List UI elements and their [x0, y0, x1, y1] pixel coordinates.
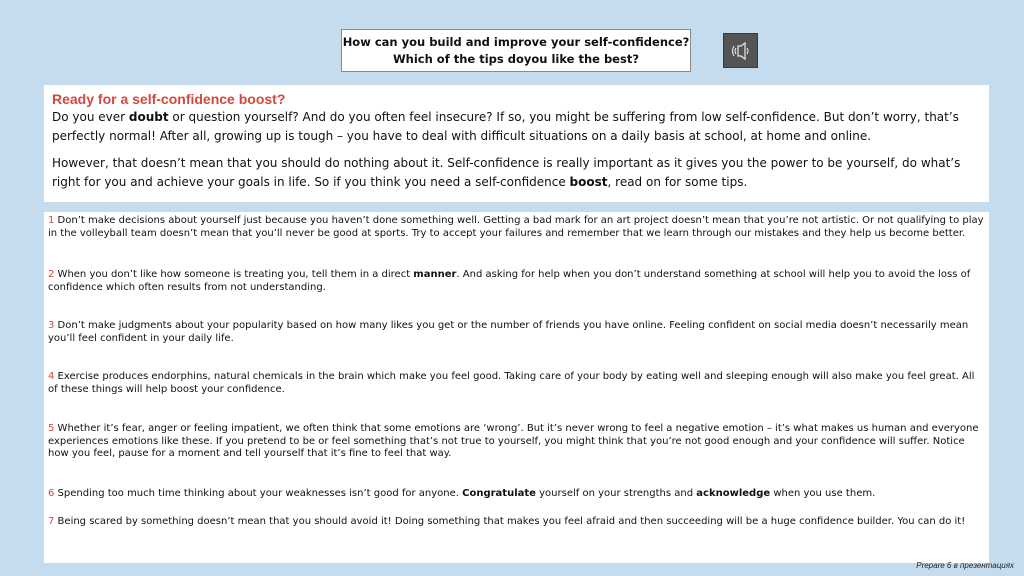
tip-item: 6 Spending too much time thinking about your weaknesses isn’t good for anyone. Congratulate yourself on your strengths and acknowledge when you use them.: [48, 487, 876, 499]
tips-list: [44, 212, 989, 563]
tip-number: 7: [48, 516, 55, 527]
tip-item: 5 Whether it’s fear, anger or feeling impatient, we often think that some emotions are ‘wrong’. But it’s never wrong to feel a negative emotion – it’s what makes us human and everyone experiences emotions like these. If you pretend to be or feel something that’s not true to yourself, you might think that you’re not good enough and your confidence will suffer. Notice how you feel, pause for a moment and tell yourself that it’s fine to feel that way.: [48, 423, 979, 459]
tip-number: 3: [48, 320, 55, 331]
tip-number: 1: [48, 215, 55, 226]
question-box: [341, 29, 691, 72]
keyword-boost: boost: [569, 175, 608, 189]
tip-item: 4 Exercise produces endorphins, natural chemicals in the brain which make you feel good. Taking care of your body by eating well and sleeping enough will also make you feel great. All of these things will help boost your confidence.: [48, 371, 975, 395]
tip-number: 5: [48, 423, 55, 434]
tip-number: 4: [48, 371, 55, 382]
intro-title: Ready for a self-confidence boost?: [52, 91, 286, 107]
tip-item: 7 Being scared by something doesn’t mean that you should avoid it! Doing something that makes you feel afraid and then succeeding will be a huge confidence builder. You can do it!: [48, 516, 966, 527]
keyword-manner: manner: [413, 269, 457, 280]
keyword-congratulate: Congratulate: [462, 487, 536, 499]
audio-play-button[interactable]: [723, 33, 758, 68]
tip-number: 6: [48, 487, 55, 499]
question-line-2: Which of the tips doyou like the best?: [392, 51, 639, 66]
tip-item: 3 Don’t make judgments about your popularity based on how many likes you get or the number of friends you have online. Feeling confident on social media doesn’t necessarily mean you’ll feel confident in your daily life.: [48, 320, 969, 344]
tip-number: 2: [48, 269, 55, 280]
footer-credit: Prepare 6 в презентациях: [916, 561, 1014, 570]
intro-paragraph-2: However, that doesn’t mean that you should do nothing about it. Self-confidence is really important as it gives you the power to be yourself, do what’s right for you and achieve your goals in life. So if you think you need a self-confidence boost, read on for some tips.: [52, 156, 961, 189]
intro-text-box: [44, 85, 989, 202]
tip-item: 1 Don’t make decisions about yourself just because you haven’t done something well. Getting a bad mark for an art project doesn’t mean that you’re not artistic. Or not qualifying to play in the volleyball team doesn’t mean that you’ll never be good at sports. Try to accept your failures and remember that we learn through our mistakes and they help us become better.: [48, 215, 984, 239]
keyword-acknowledge: acknowledge: [696, 487, 771, 499]
tip-item: 2 When you don’t like how someone is treating you, tell them in a direct manner. And asking for help when you don’t understand something at school will help you to avoid the loss of confidence which often results from not understanding.: [48, 269, 971, 293]
keyword-doubt: doubt: [128, 110, 169, 124]
intro-paragraph-1: Do you ever doubt or question yourself? And do you often feel insecure? If so, you might be suffering from low self-confidence. But don’t worry, that’s perfectly normal! After all, growing up is tough – you have to deal with difficult situations on a daily basis at school, at home and online.: [52, 110, 959, 143]
speaker-sound-icon: [730, 40, 752, 62]
question-line-1: How can you build and improve your self-confidence?: [342, 34, 690, 49]
